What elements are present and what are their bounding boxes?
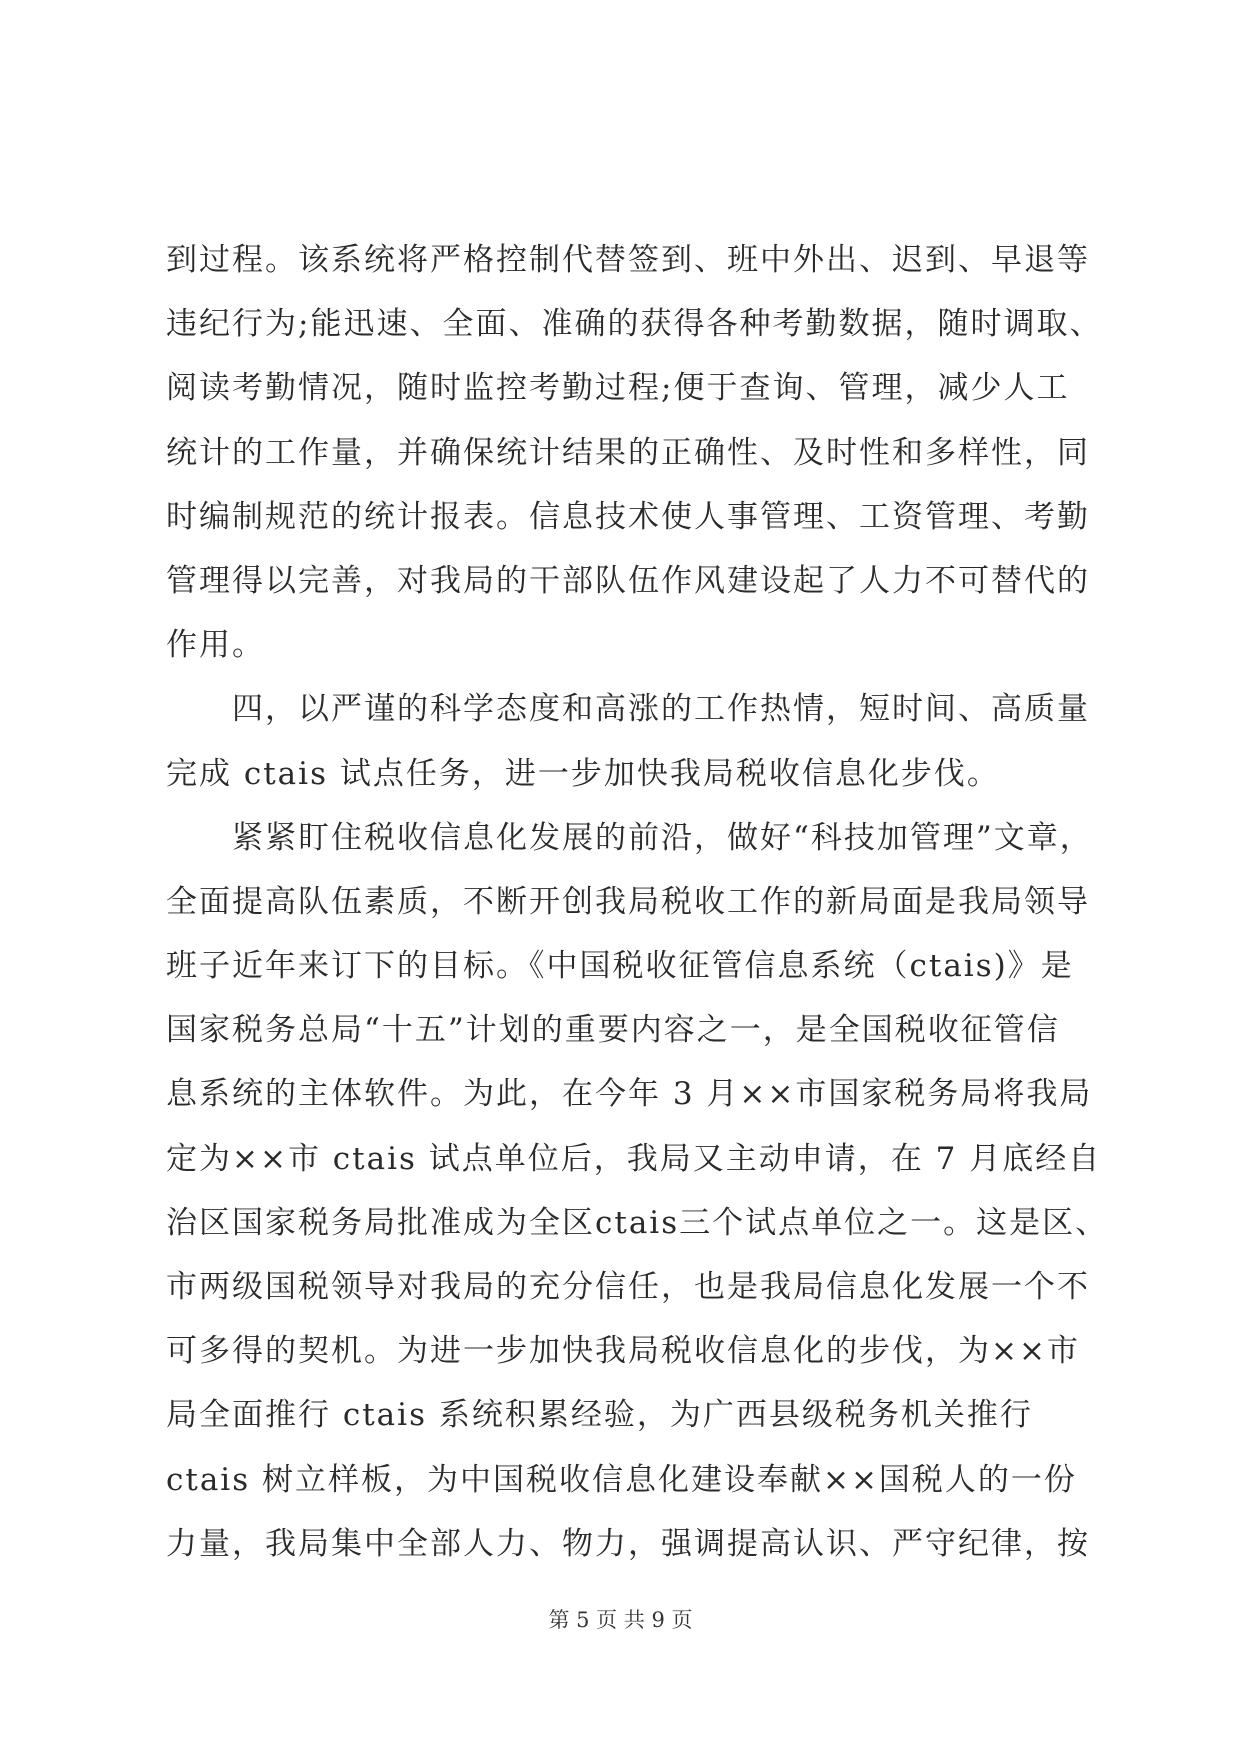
text-line: 可多得的契机。为进一步加快我局税收信息化的步伐，为××市: [166, 1333, 1080, 1370]
section-heading-line: 完成 ctais 试点任务，进一步加快我局税收信息化步伐。: [166, 755, 1000, 792]
text-line: 管理得以完善，对我局的干部队伍作风建设起了人力不可替代的: [166, 562, 1090, 599]
text-line: 统计的工作量，并确保统计结果的正确性、及时性和多样性，同: [166, 434, 1090, 471]
document-body: [166, 228, 1109, 1576]
text-line: 班子近年来订下的目标。《中国税收征管信息系统（ctais)》是: [166, 948, 1074, 985]
text-line: ctais 树立样板，为中国税收信息化建设奉献××国税人的一份: [166, 1461, 1077, 1498]
text-line: 到过程。该系统将严格控制代替签到、班中外出、迟到、早退等: [166, 242, 1090, 278]
text-line: 全面提高队伍素质，不断开创我局税收工作的新局面是我局领导: [166, 883, 1090, 920]
text-line: 力量，我局集中全部人力、物力，强调提高认识、严守纪律，按: [166, 1525, 1090, 1562]
text-line: 作用。: [166, 627, 265, 664]
section-heading-line: 四，以严谨的科学态度和高涨的工作热情，短时间、高质量: [232, 691, 1090, 728]
text-line: 国家税务总局“十五”计划的重要内容之一，是全国税收征管信: [166, 1012, 1060, 1049]
paragraph-start-line: 紧紧盯住税收信息化发展的前沿，做好“科技加管理”文章，: [232, 819, 1093, 856]
text-line: 市两级国税领导对我局的充分信任，也是我局信息化发展一个不: [166, 1269, 1090, 1305]
page-number-footer: 第 5 页 共 9 页: [548, 1608, 693, 1632]
text-line: 局全面推行 ctais 系统积累经验，为广西县级税务机关推行: [166, 1397, 1033, 1434]
text-line: 定为××市 ctais 试点单位后，我局又主动申请，在 7 月底经自: [166, 1140, 1102, 1177]
text-line: 违纪行为;能迅速、全面、准确的获得各种考勤数据，随时调取、: [166, 306, 1103, 343]
text-line: 治区国家税务局批准成为全区ctais三个试点单位之一。这是区、: [166, 1204, 1109, 1241]
text-line: 阅读考勤情况，随时监控考勤过程;便于查询、管理，减少人工: [166, 370, 1070, 407]
text-line: 时编制规范的统计报表。信息技术使人事管理、工资管理、考勤: [166, 498, 1090, 535]
text-line: 息系统的主体软件。为此，在今年 3 月××市国家税务局将我局: [166, 1076, 1093, 1113]
